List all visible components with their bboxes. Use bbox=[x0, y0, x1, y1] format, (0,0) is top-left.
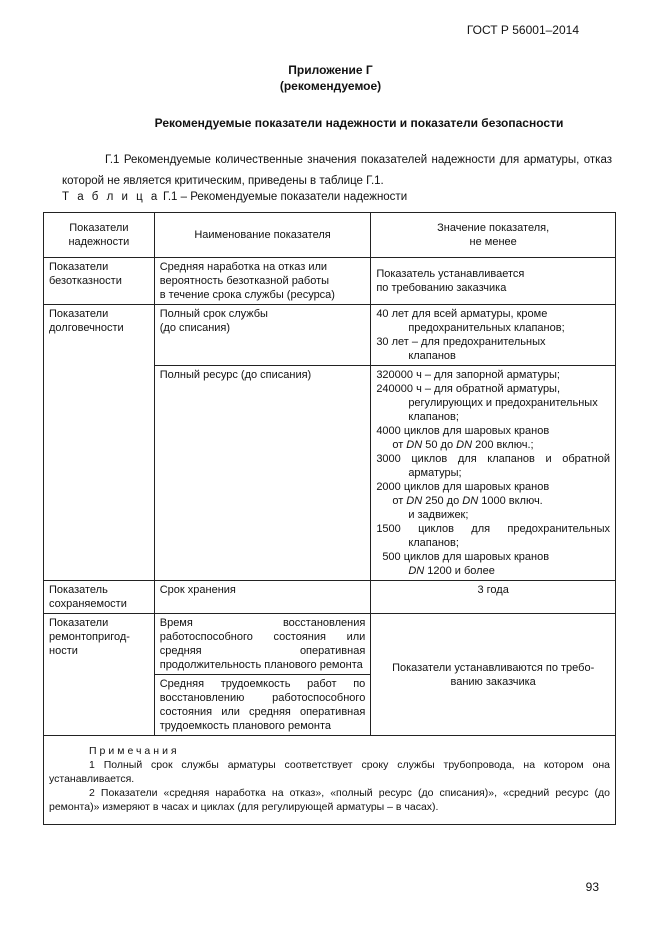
cell-text bbox=[376, 564, 610, 578]
table-caption bbox=[62, 191, 407, 203]
name-cell: Время восстановления работоспособного состояния или средняя оперативная продолжительность планового ремонта bbox=[154, 614, 371, 675]
group-cell bbox=[44, 258, 155, 305]
cell-text: и задвижек; bbox=[408, 509, 469, 521]
header-text: Показатели bbox=[69, 222, 129, 234]
cell-text: (до списания) bbox=[159, 322, 231, 334]
cell-text: в течение срока службы (ресурса) bbox=[159, 289, 335, 301]
cell-text: DN bbox=[456, 439, 473, 451]
cell-text: долговечности bbox=[49, 322, 124, 334]
appendix-title: Приложение Г bbox=[288, 63, 373, 77]
table-caption-text: Г.1 – Рекомендуемые показатели надежности bbox=[159, 191, 408, 203]
cell-text: 1000 включ. bbox=[481, 495, 543, 507]
name-cell: Срок хранения bbox=[154, 581, 371, 614]
cell-text: DN bbox=[406, 439, 423, 451]
header-cell-group bbox=[44, 213, 155, 258]
cell-text: 240000 ч – для обратной арматуры, bbox=[376, 383, 561, 395]
cell-text: Полный срок службы bbox=[159, 308, 268, 320]
cell-text: 500 циклов для шаровых кранов bbox=[382, 551, 550, 563]
appendix-subtitle: (рекомендуемое) bbox=[279, 79, 382, 93]
value-cell bbox=[371, 305, 616, 366]
section-title: Рекомендуемые показатели надежности и показатели безопасности bbox=[154, 116, 564, 130]
cell-text: от bbox=[392, 439, 404, 451]
group-cell bbox=[44, 581, 155, 614]
cell-text: 1500 циклов для предохранительных bbox=[376, 523, 610, 535]
group-cell bbox=[44, 614, 155, 736]
cell-text: ремонтопригод- bbox=[49, 631, 130, 643]
cell-text: DN bbox=[462, 495, 479, 507]
table-header-row bbox=[44, 213, 616, 258]
notes-title: Примечания bbox=[89, 745, 180, 757]
cell-text: 40 лет для всей арматуры, кроме bbox=[376, 308, 548, 320]
cell-text: 50 до bbox=[425, 439, 454, 451]
cell-text: ности bbox=[49, 645, 78, 657]
header-text: не менее bbox=[469, 236, 517, 248]
note-1: 1 Полный срок службы арматуры соответствует сроку службы трубопровода, на котором она устанавливается. bbox=[49, 759, 610, 785]
name-cell: Средняя трудоемкость работ по восстановлению работоспособного состояния или средняя оперативная трудоемкость планового ремонта bbox=[154, 675, 371, 736]
cell-text: Средняя наработка на отказ или bbox=[159, 261, 328, 273]
cell-text: арматуры; bbox=[408, 467, 462, 479]
cell-text: Показатели устанавливаются по требо- bbox=[392, 661, 595, 674]
table-row bbox=[44, 258, 616, 305]
header-text: надежности bbox=[68, 236, 130, 248]
group-cell bbox=[44, 305, 155, 581]
cell-text: Показатель устанавливается bbox=[376, 268, 525, 280]
name-cell bbox=[154, 305, 371, 366]
cell-text: 2000 циклов для шаровых кранов bbox=[376, 481, 550, 493]
cell-text: Показатели bbox=[49, 308, 109, 320]
standard-number: ГОСТ Р 56001–2014 bbox=[466, 23, 579, 37]
cell-text: 30 лет – для предохранительных bbox=[376, 336, 546, 348]
cell-text: по требованию заказчика bbox=[376, 282, 507, 294]
value-cell bbox=[371, 258, 616, 305]
cell-text: Показатели bbox=[49, 261, 109, 273]
cell-text: Показатели bbox=[49, 617, 109, 629]
value-cell: 3 года bbox=[371, 581, 616, 614]
cell-text: DN bbox=[408, 565, 425, 577]
cell-text bbox=[376, 438, 610, 452]
cell-text: от bbox=[392, 495, 404, 507]
page-number: 93 bbox=[585, 880, 599, 894]
cell-text: Показатель bbox=[49, 584, 108, 596]
table-row bbox=[44, 614, 616, 675]
table-caption-prefix: Т а б л и ц а bbox=[62, 191, 160, 203]
header-text: Значение показателя, bbox=[437, 222, 550, 234]
table-row bbox=[44, 581, 616, 614]
header-cell-name: Наименование показателя bbox=[154, 213, 371, 258]
intro-paragraph: Г.1 Рекомендуемые количественные значения показателей надежности для арматуры, отказ которой не является критическим, приведены в таблице Г.1. bbox=[62, 154, 612, 187]
cell-text: клапанов; bbox=[408, 411, 459, 423]
cell-text: регулирующих и предохранительных bbox=[408, 397, 598, 409]
cell-text: 4000 циклов для шаровых кранов bbox=[376, 425, 550, 437]
notes-cell bbox=[44, 736, 616, 825]
name-cell bbox=[154, 258, 371, 305]
cell-text: вероятность безотказной работы bbox=[159, 275, 330, 287]
cell-text: клапанов; bbox=[408, 537, 459, 549]
cell-text bbox=[376, 494, 610, 508]
cell-text: 200 включ.; bbox=[475, 439, 534, 451]
name-cell: Полный ресурс (до списания) bbox=[154, 366, 371, 581]
value-cell bbox=[371, 614, 616, 736]
cell-text: безотказности bbox=[49, 275, 122, 287]
appendix-heading bbox=[0, 62, 661, 94]
value-cell bbox=[371, 366, 616, 581]
cell-text: клапанов bbox=[408, 350, 456, 362]
cell-text: 250 до bbox=[425, 495, 460, 507]
cell-text: сохраняемости bbox=[49, 598, 127, 610]
cell-text: 1200 и более bbox=[427, 565, 495, 577]
cell-text: ванию заказчика bbox=[450, 675, 536, 688]
cell-text: DN bbox=[406, 495, 423, 507]
cell-text: предохранительных клапанов; bbox=[408, 322, 565, 334]
notes-row bbox=[44, 736, 616, 825]
table-row bbox=[44, 305, 616, 366]
header-cell-value bbox=[371, 213, 616, 258]
note-2: 2 Показатели «средняя наработка на отказ», «полный ресурс (до списания)», «средний ресурс (до ремонта)» измеряют в часах и циклах (для регулирующей арматуры – в часах). bbox=[49, 787, 610, 813]
cell-text: 320000 ч – для запорной арматуры; bbox=[376, 369, 560, 381]
reliability-table bbox=[43, 212, 616, 825]
cell-text: 3000 циклов для клапанов и обратной bbox=[376, 453, 610, 465]
